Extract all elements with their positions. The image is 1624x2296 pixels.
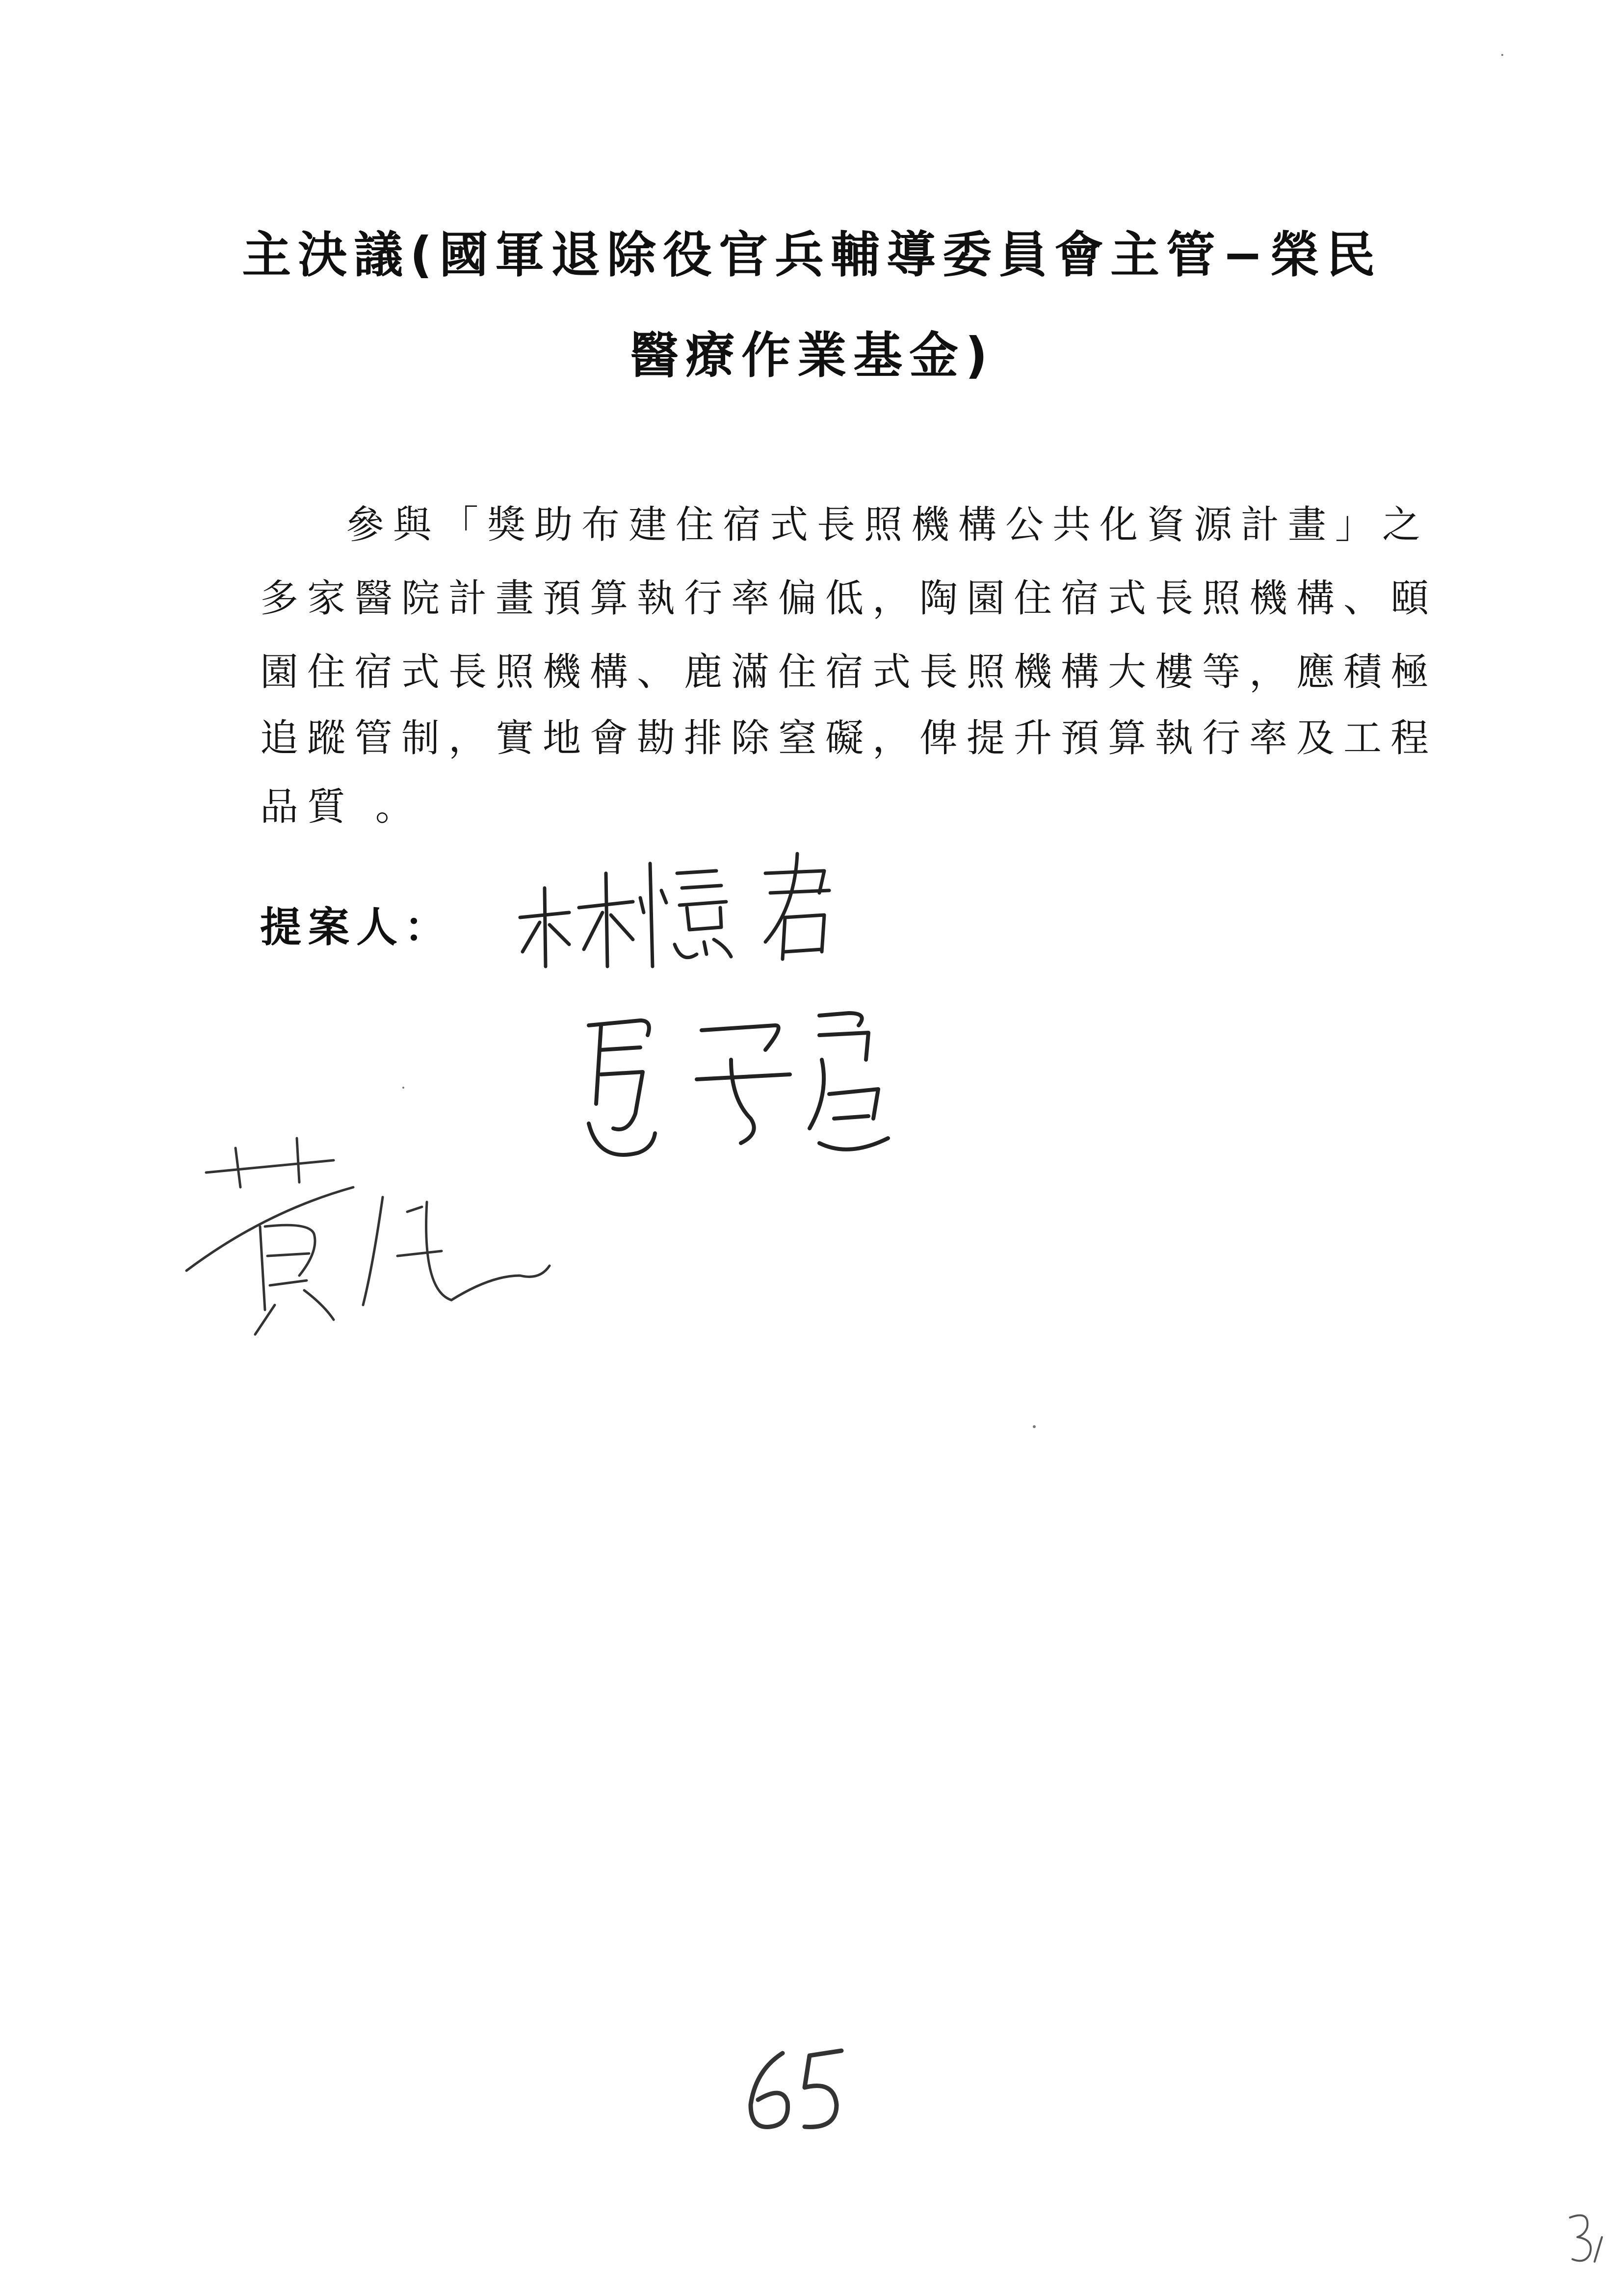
corner-mark <box>1560 2208 1609 2267</box>
scan-speck <box>402 1087 404 1089</box>
page-number <box>736 2041 864 2139</box>
body-paragraph-line: 園住宿式長照機構、鹿滿住宿式長照機構大樓等，應積極 <box>260 650 1438 694</box>
body-paragraph-line: 多家醫院計畫預算執行率偏低，陶園住宿式長照機構、頤 <box>260 576 1438 621</box>
scan-speck <box>1501 54 1503 56</box>
handwritten-signature-2 <box>554 1006 908 1182</box>
handwritten-signature-3 <box>177 1128 559 1354</box>
body-paragraph-line: 參與「獎助布建住宿式長照機構公共化資源計畫」之 <box>346 503 1430 547</box>
scan-speck <box>1033 1425 1036 1428</box>
proposer-label: 提案人： <box>260 903 453 951</box>
document-title-line-2: 醫療作業基金) <box>629 327 995 384</box>
handwritten-signature-1 <box>510 844 864 971</box>
body-paragraph-line: 追蹤管制，實地會勘排除窒礙，俾提升預算執行率及工程 <box>260 716 1438 760</box>
document-title-line-1: 主決議(國軍退除役官兵輔導委員會主管−榮民 <box>242 226 1382 284</box>
body-paragraph-line: 品質 。 <box>260 785 422 829</box>
